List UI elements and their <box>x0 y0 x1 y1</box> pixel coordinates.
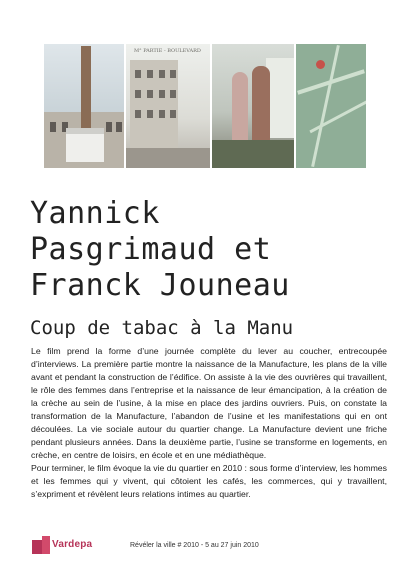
logo-square-light <box>42 536 50 554</box>
postcard-caption: M° PARTIE - BOULEVARD <box>134 48 201 54</box>
vardepa-logo <box>32 536 92 556</box>
title-line-3: Franck Jouneau <box>30 268 290 303</box>
page-title <box>30 196 290 304</box>
factory-chimney-photo <box>44 44 124 168</box>
shed <box>66 128 104 162</box>
title-line-1: Yannick <box>30 196 160 231</box>
logo-square-dark <box>32 540 42 554</box>
event-footer: Révéler la ville # 2010 - 5 au 27 juin 2010 <box>130 542 259 549</box>
paragraph-2: Pour terminer, le film évoque la vie du quartier en 2010 : sous forme d’interview, les hommes et les femmes qui y vivent, qui côtoient les cafés, les commerces, qui y travaillent, s’expriment et révèlent leurs relations intimes au quartier. <box>31 463 387 499</box>
person-right <box>252 66 270 144</box>
location-marker <box>316 60 325 69</box>
title-line-2: Pasgrimaud et <box>30 232 272 267</box>
aerial-map-photo <box>296 44 366 168</box>
hedge <box>212 140 294 168</box>
old-postcard-photo <box>126 44 210 168</box>
paragraph-1: Le film prend la forme d’une journée complète du lever au coucher, entrecoupée d’interviews. La première partie montre la naissance de la Manufacture, les plans de la ville avant et pendant la construction de l’édifice. On assiste à la vie des ouvrières qui travaillent, le rôle des femmes dans l’entreprise et la naissance de leur émancipation, à la création de la crèche au sein de l’usine, à la mise en place des jardins ouvriers. Puis, on constate la transformation de la Manufacture, l’abandon de l’usine et les manifestations qui en ont découlées. La vie sociale autour du quartier change. La Manufacture devient une friche pendant plusieurs années. Dans la deuxième partie, l’usine se transforme en logements, en crèche, en centre de loisirs, en école et en une médiathèque. <box>31 346 387 460</box>
person-left <box>232 72 248 144</box>
people-outdoors-photo <box>212 44 294 168</box>
wall <box>266 58 294 138</box>
street <box>126 148 210 168</box>
logo-text: Vardepa <box>52 539 93 550</box>
film-subtitle: Coup de tabac à la Manu <box>30 317 294 339</box>
facade <box>130 60 178 158</box>
header-photo-strip <box>44 44 366 168</box>
film-description <box>31 345 387 501</box>
